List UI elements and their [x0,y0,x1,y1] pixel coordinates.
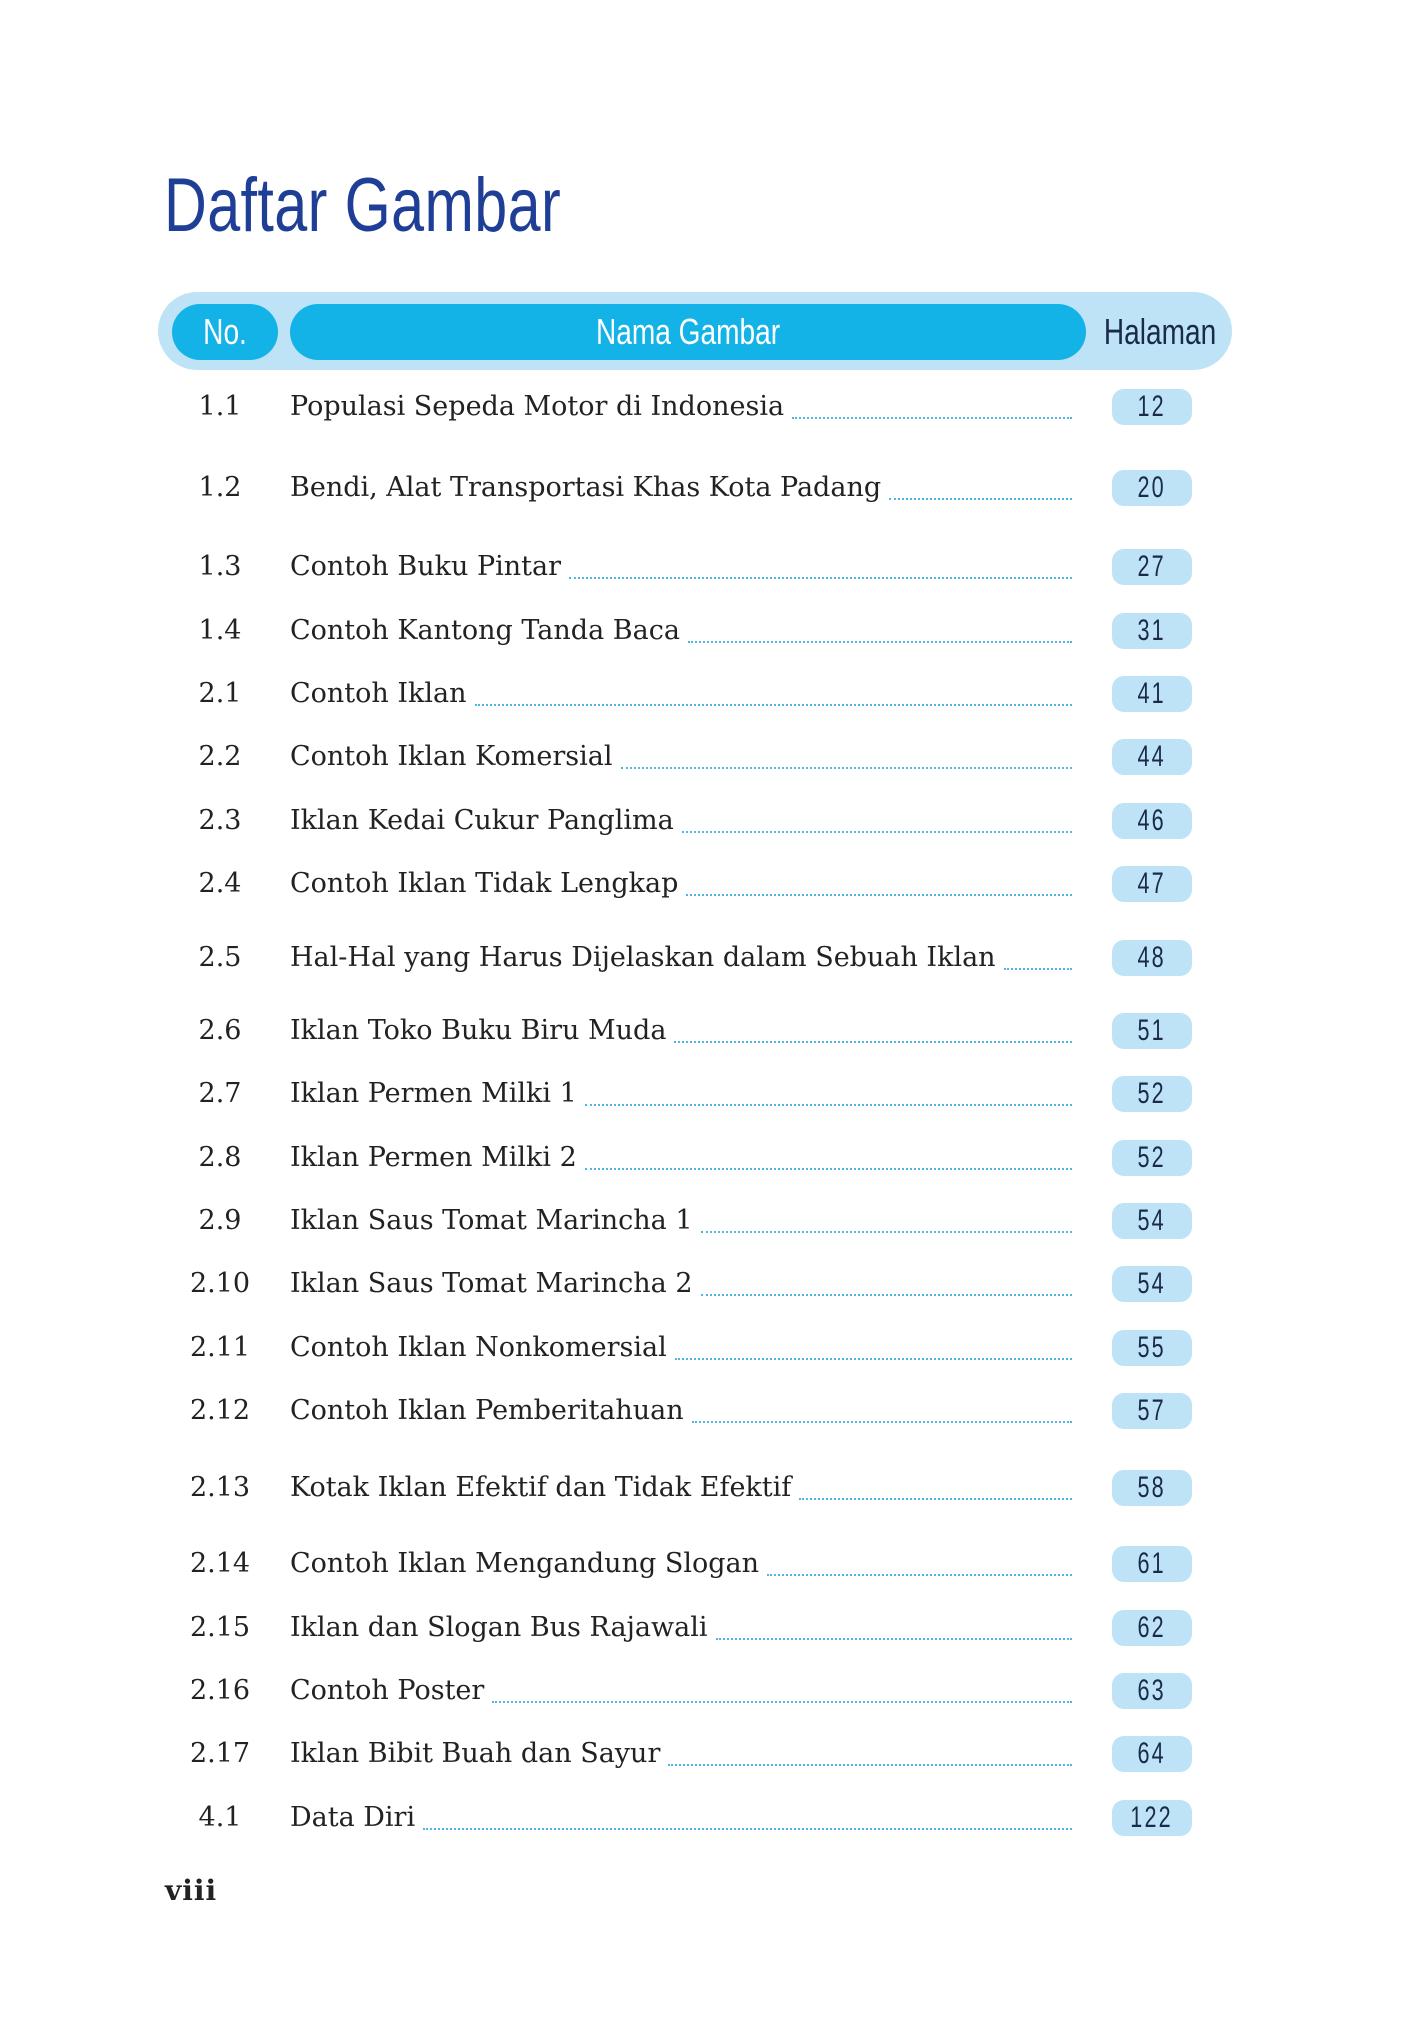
table-row [0,385,1428,429]
row-page-badge [1112,549,1192,585]
row-number: 1.4 [198,615,242,646]
row-page: 54 [1137,1204,1167,1237]
table-row [0,545,1428,589]
row-page: 52 [1137,1141,1167,1174]
row-page: 64 [1137,1737,1167,1770]
row-page: 41 [1137,677,1167,710]
row-title: Contoh Iklan Tidak Lengkap [290,868,679,899]
dot-leader [692,1421,1072,1423]
row-page: 20 [1137,471,1167,504]
row-title-cell [290,735,1072,779]
row-page-badge [1112,470,1192,506]
dot-leader [682,831,1072,833]
row-title: Contoh Iklan Komersial [290,741,613,772]
row-number: 1.3 [198,551,242,582]
row-number: 2.2 [198,741,242,772]
dot-leader [423,1828,1072,1830]
table-row [0,862,1428,906]
row-page: 31 [1137,614,1167,647]
row-title-cell [290,466,1072,510]
row-number: 1.1 [198,391,242,422]
dot-leader [792,417,1072,419]
row-title: Hal-Hal yang Harus Dijelaskan dalam Sebuah Iklan [290,942,996,973]
row-title-cell [290,936,1072,980]
row-number: 2.8 [198,1142,242,1173]
dot-leader [1004,968,1072,970]
dot-leader [569,577,1072,579]
row-title: Bendi, Alat Transportasi Khas Kota Padang [290,472,882,503]
header-name-label: Nama Gambar [595,311,781,352]
row-number: 4.1 [198,1802,242,1833]
dot-leader [668,1764,1072,1766]
row-page: 61 [1137,1547,1167,1580]
row-title: Iklan Saus Tomat Marincha 2 [290,1268,693,1299]
row-page-badge [1112,1546,1192,1582]
dot-leader [889,498,1072,500]
table-row [0,1009,1428,1053]
row-title-cell [290,1009,1072,1053]
row-page: 57 [1137,1394,1167,1427]
row-title-cell [290,1262,1072,1306]
table-row [0,1466,1428,1510]
row-title-cell [290,1796,1072,1840]
row-title: Contoh Iklan Pemberitahuan [290,1395,684,1426]
table-row [0,1199,1428,1243]
row-number: 2.9 [198,1205,242,1236]
row-page-badge [1112,1140,1192,1176]
table-row [0,1732,1428,1776]
dot-leader [701,1231,1073,1233]
row-title-cell [290,1072,1072,1116]
row-title-cell [290,1542,1072,1586]
row-number: 2.10 [189,1268,251,1299]
dot-leader [686,894,1072,896]
row-title: Populasi Sepeda Motor di Indonesia [290,391,785,422]
row-number: 2.16 [189,1675,251,1706]
row-page: 27 [1137,550,1167,583]
table-row [0,799,1428,843]
row-title: Contoh Poster [290,1675,485,1706]
row-title-cell [290,1136,1072,1180]
dot-leader [585,1168,1072,1170]
header-page-label: Halaman [1103,311,1217,352]
table-row [0,1262,1428,1306]
row-title-cell [290,1606,1072,1650]
table-row [0,1136,1428,1180]
row-number: 1.2 [198,472,242,503]
row-title: Contoh Iklan Mengandung Slogan [290,1548,759,1579]
row-page: 48 [1137,941,1167,974]
row-title: Contoh Iklan Nonkomersial [290,1332,667,1363]
row-page-badge [1112,1076,1192,1112]
row-page: 63 [1137,1674,1167,1707]
row-title: Iklan Permen Milki 2 [290,1142,577,1173]
row-page-badge [1112,739,1192,775]
row-page-badge [1112,1266,1192,1302]
table-row [0,1606,1428,1650]
dot-leader [492,1701,1072,1703]
row-title: Contoh Iklan [290,678,467,709]
row-title: Contoh Buku Pintar [290,551,561,582]
row-page-badge [1112,803,1192,839]
dot-leader [701,1294,1073,1296]
row-number: 2.15 [189,1612,251,1643]
table-row [0,609,1428,653]
dot-leader [799,1498,1072,1500]
row-number: 2.11 [189,1332,251,1363]
table-row [0,1542,1428,1586]
row-number: 2.17 [189,1738,251,1769]
table-row [0,672,1428,716]
row-page-badge [1112,1013,1192,1049]
row-page: 52 [1137,1077,1167,1110]
row-number: 2.1 [198,678,242,709]
row-page: 58 [1137,1471,1167,1504]
row-title: Data Diri [290,1802,416,1833]
table-row [0,1669,1428,1713]
row-title-cell [290,1466,1072,1510]
row-page-badge [1112,1673,1192,1709]
dot-leader [675,1358,1072,1360]
row-page: 46 [1137,804,1167,837]
row-number: 2.13 [189,1472,251,1503]
table-row [0,1389,1428,1433]
table-row [0,936,1428,980]
table-row [0,1072,1428,1116]
row-title: Contoh Kantong Tanda Baca [290,615,680,646]
row-page: 122 [1130,1801,1174,1834]
row-page: 51 [1137,1014,1167,1047]
row-page-badge [1112,940,1192,976]
row-page-badge [1112,1470,1192,1506]
row-number: 2.6 [198,1015,242,1046]
row-number: 2.12 [189,1395,251,1426]
row-title: Iklan Kedai Cukur Panglima [290,805,674,836]
row-page: 62 [1137,1611,1167,1644]
dot-leader [621,767,1072,769]
dot-leader [674,1041,1072,1043]
row-title-cell [290,1326,1072,1370]
row-number: 2.4 [198,868,242,899]
dot-leader [767,1574,1072,1576]
row-page: 44 [1137,740,1167,773]
row-title-cell [290,385,1072,429]
row-page: 55 [1137,1331,1167,1364]
row-title-cell [290,1389,1072,1433]
header-no [172,304,278,360]
row-page-badge [1112,613,1192,649]
row-page-badge [1112,866,1192,902]
row-title-cell [290,862,1072,906]
row-title: Kotak Iklan Efektif dan Tidak Efektif [290,1472,792,1503]
row-page: 54 [1137,1267,1167,1300]
row-title: Iklan Saus Tomat Marincha 1 [290,1205,693,1236]
row-title: Iklan Bibit Buah dan Sayur [290,1738,661,1769]
table-row [0,1796,1428,1840]
row-number: 2.5 [198,942,242,973]
row-title: Iklan Permen Milki 1 [290,1078,577,1109]
row-title: Iklan dan Slogan Bus Rajawali [290,1612,708,1643]
row-title-cell [290,799,1072,843]
row-title-cell [290,1669,1072,1713]
row-page-badge [1112,1203,1192,1239]
row-page-badge [1112,676,1192,712]
dot-leader [716,1638,1073,1640]
header-name [290,304,1086,360]
row-page-badge [1112,1330,1192,1366]
table-row [0,466,1428,510]
row-title-cell [290,1732,1072,1776]
row-number: 2.7 [198,1078,242,1109]
table-row [0,1326,1428,1370]
dot-leader [688,641,1072,643]
dot-leader [475,704,1072,706]
row-page: 12 [1137,390,1167,423]
page-number: viii [165,1874,218,1907]
row-page-badge [1112,1736,1192,1772]
row-page-badge [1112,1800,1192,1836]
row-number: 2.3 [198,805,242,836]
row-title: Iklan Toko Buku Biru Muda [290,1015,667,1046]
page-title: Daftar Gambar [164,163,562,248]
row-page: 47 [1137,867,1167,900]
row-title-cell [290,672,1072,716]
header-page [1088,304,1232,360]
header-no-label: No. [203,311,247,352]
row-title-cell [290,609,1072,653]
row-title-cell [290,545,1072,589]
dot-leader [585,1104,1072,1106]
row-page-badge [1112,389,1192,425]
table-header [158,292,1232,370]
row-number: 2.14 [189,1548,251,1579]
row-page-badge [1112,1610,1192,1646]
row-title-cell [290,1199,1072,1243]
row-page-badge [1112,1393,1192,1429]
table-row [0,735,1428,779]
